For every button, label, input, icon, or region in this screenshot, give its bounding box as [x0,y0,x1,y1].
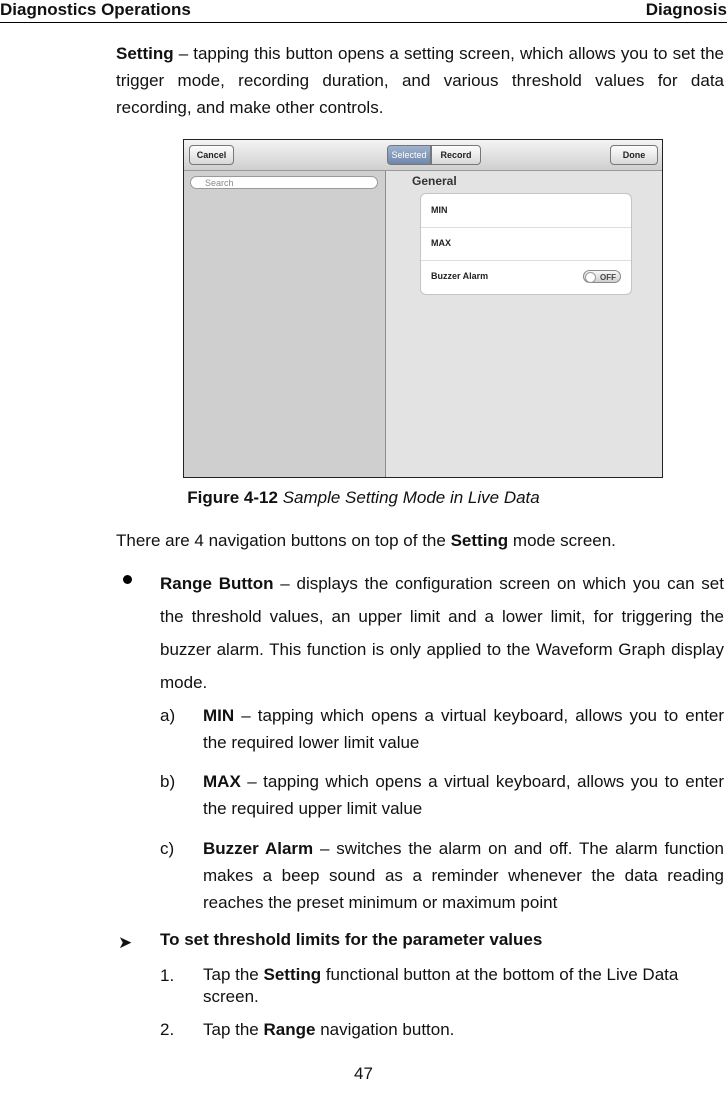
selected-tab[interactable]: Selected [387,145,431,165]
subitem-min [203,702,724,756]
step-2-a: Tap the [203,1020,264,1039]
intro-term: Setting [116,44,174,63]
cancel-button[interactable]: Cancel [189,145,234,165]
step-2 [203,1016,724,1043]
buzzer-alarm-toggle[interactable] [583,270,621,283]
max-row[interactable] [421,227,631,261]
range-term: Range Button [160,574,274,593]
subitem-min-term: MIN [203,706,235,725]
procedure-title: To set threshold limits for the parameter values [160,930,543,949]
figure-caption [0,488,727,508]
toggle-knob-icon [585,272,596,283]
step-marker: 1. [160,966,175,985]
caption-text: Sample Setting Mode in Live Data [277,488,540,507]
subitem-max-term: MAX [203,772,241,791]
nav-sentence [116,527,724,554]
range-text: – displays the configuration screen on which you can set the threshold values, an upper limit and a lower limit, for triggering the buzzer alarm. This function is only applied to the Waveform Graph display mode. [160,574,724,692]
page-header [0,0,727,23]
subitem-max [203,768,724,822]
buzzer-alarm-row [421,260,631,293]
max-label: MAX [431,238,451,248]
record-tab[interactable]: Record [431,145,481,165]
nav-sentence-term: Setting [450,531,509,550]
subitem-marker: c) [160,839,175,858]
subitem-buzzer [203,835,724,916]
header-chapter-title: Diagnosis [645,0,727,19]
intro-paragraph [116,40,724,121]
figure-toolbar [184,140,662,171]
step-1 [203,962,724,1008]
subitem-buzzer-term: Buzzer Alarm [203,839,314,858]
range-paragraph [160,567,724,699]
step-1-b: functional button at the bottom of the Live Data screen. [203,965,679,1006]
caption-label: Figure 4-12 [187,488,278,507]
search-input[interactable]: Search [190,176,378,189]
done-button[interactable]: Done [610,145,658,165]
bullet-icon [123,575,132,584]
arrow-bullet-icon: ➤ [118,933,133,952]
general-section-title: General [412,174,457,188]
nav-sentence-a: There are 4 navigation buttons on top of the [116,531,451,550]
buzzer-alarm-label: Buzzer Alarm [431,271,489,281]
settings-group [420,193,632,295]
step-1-term: Setting [263,965,322,984]
step-marker: 2. [160,1020,175,1039]
subitem-min-text: – tapping which opens a virtual keyboard, allows you to enter the required lower limit value [203,706,724,752]
nav-sentence-b: mode screen. [508,531,616,550]
subitem-marker: b) [160,772,176,791]
figure-right-panel [386,171,662,477]
subitem-max-text: – tapping which opens a virtual keyboard, allows you to enter the required upper limit value [203,772,724,818]
subitem-marker: a) [160,706,176,725]
figure-left-panel [184,171,386,477]
intro-text: – tapping this button opens a setting screen, which allows you to set the trigger mode, recording duration, and various threshold values for data recording, and make other controls. [116,44,724,117]
min-label: MIN [431,205,448,215]
subitem-buzzer-text: – switches the alarm on and off. The alarm function makes a beep sound as a reminder whenever the data reading reaches the preset minimum or maximum point [203,839,725,912]
header-section-title: Diagnostics Operations [0,0,191,19]
step-2-b: navigation button. [315,1020,455,1039]
toggle-state-label: OFF [600,273,616,282]
page-number: 47 [354,1064,373,1083]
min-row[interactable] [421,194,631,228]
figure-setting-screen [183,139,663,478]
step-2-term: Range [263,1020,316,1039]
step-1-a: Tap the [203,965,264,984]
